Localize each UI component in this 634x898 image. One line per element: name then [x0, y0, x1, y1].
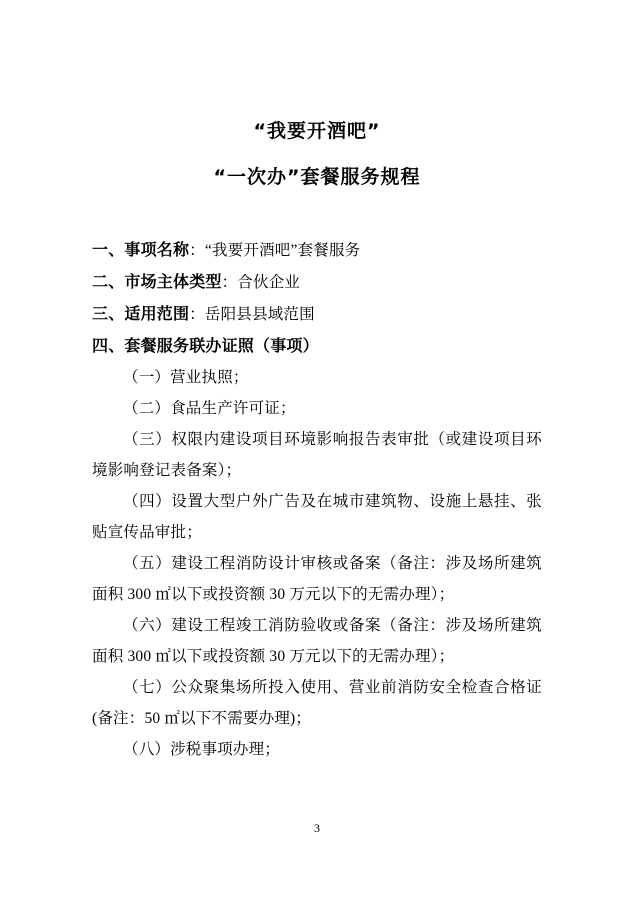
section-3-lead: 三、适用范围 — [92, 304, 190, 323]
page-number: 3 — [314, 821, 320, 835]
section-3-rest: ：岳阳县县域范围 — [189, 306, 315, 323]
document-title-block — [92, 108, 542, 200]
list-item: （二）食品生产许可证； — [123, 400, 296, 417]
section-4-lead: 四、套餐服务联办证照（事项） — [92, 336, 319, 355]
list-item: （四）设置大型户外广告及在城市建筑物、设施上悬挂、张贴宣传品审批； — [92, 493, 542, 541]
section-2-rest: ：合伙企业 — [221, 274, 301, 291]
list-item: （六）建设工程竣工消防验收或备案（备注：涉及场所建筑面积 300 ㎡以下或投资额 30 万元以下的无需办理）； — [92, 617, 542, 665]
section-heading-1 — [92, 234, 542, 266]
list-item: （三）权限内建设项目环境影响报告表审批（或建设项目环境影响登记表备案）； — [92, 431, 542, 479]
section-2-lead: 二、市场主体类型 — [92, 272, 222, 291]
section-heading-4 — [92, 330, 542, 362]
document-title-line-2: “一次办”套餐服务规程 — [213, 166, 421, 188]
section-1-lead: 一、事项名称 — [92, 240, 190, 259]
section-heading-3 — [92, 298, 542, 330]
list-item: （七）公众聚集场所投入使用、营业前消防安全检查合格证(备注：50 ㎡以下不需要办理)； — [92, 679, 542, 727]
list-item: （八）涉税事项办理； — [123, 741, 281, 758]
document-title-line-1: “我要开酒吧” — [253, 120, 381, 142]
list-item: （五）建设工程消防设计审核或备案（备注：涉及场所建筑面积 300 ㎡以下或投资额 30 万元以下的无需办理）； — [92, 555, 542, 603]
section-heading-2 — [92, 266, 542, 298]
section-1-rest: ：“我要开酒吧”套餐服务 — [189, 242, 361, 259]
document-body — [92, 234, 542, 765]
list-item: （一）营业执照； — [123, 369, 249, 386]
